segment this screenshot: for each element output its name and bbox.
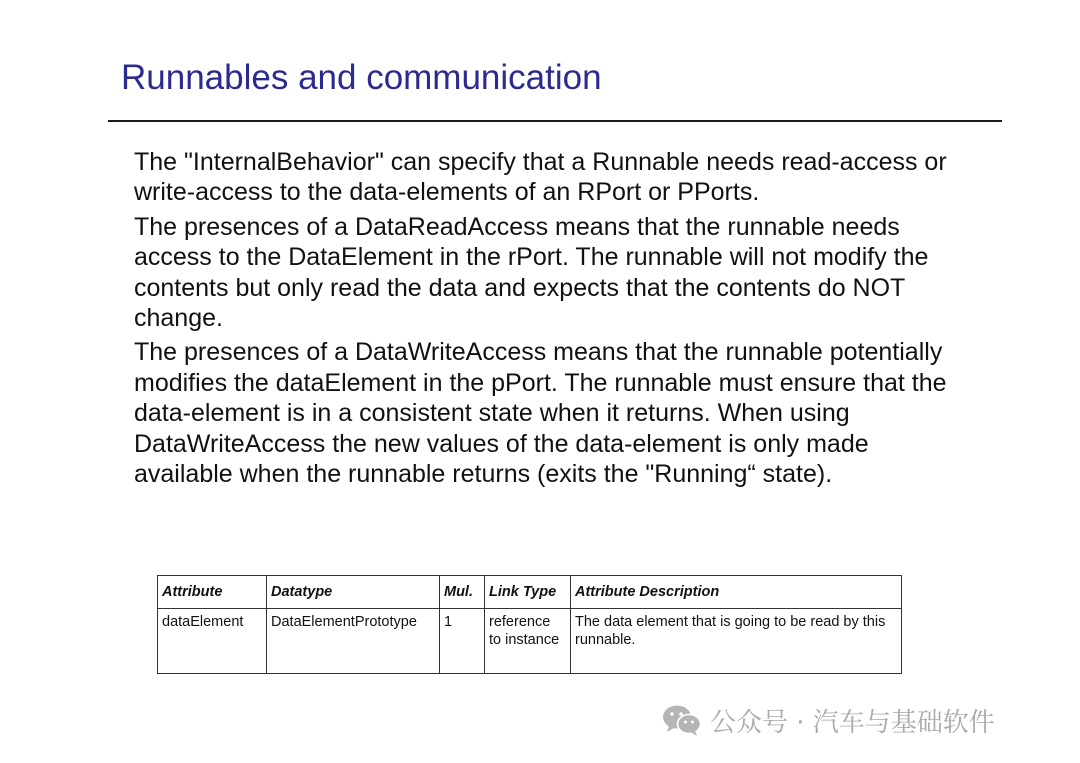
header-datatype: Datatype bbox=[267, 576, 440, 609]
header-attribute: Attribute bbox=[158, 576, 267, 609]
wechat-icon bbox=[662, 703, 702, 737]
header-link-type: Link Type bbox=[485, 576, 571, 609]
header-attribute-description: Attribute Description bbox=[571, 576, 902, 609]
cell-multiplicity: 1 bbox=[440, 609, 485, 674]
cell-attribute-description: The data element that is going to be read by this runnable. bbox=[571, 609, 902, 674]
table-header-row bbox=[158, 576, 902, 609]
paragraph-data-read-access: The presences of a DataReadAccess means that the runnable needs access to the DataElement in the rPort. The runnable will not modify the contents but only read the data and expects that the contents do NOT change. bbox=[134, 212, 929, 333]
paragraph-internal-behavior: The "InternalBehavior" can specify that a Runnable needs read-access or write-access to the data-elements of an RPort or PPorts. bbox=[134, 148, 947, 207]
paragraph-data-write-access: The presences of a DataWriteAccess means that the runnable potentially modifies the dataElement in the pPort. The runnable must ensure that the data-element is in a consistent state when it returns. When using DataWriteAccess the new values of the data-element is only made available when the runnable returns (exits the "Running“ state). bbox=[134, 338, 947, 489]
cell-datatype: DataElementPrototype bbox=[267, 609, 440, 674]
slide-body bbox=[134, 147, 964, 493]
cell-attribute: dataElement bbox=[158, 609, 267, 674]
slide-title: Runnables and communication bbox=[121, 58, 602, 97]
watermark bbox=[662, 700, 995, 740]
title-divider bbox=[108, 120, 1002, 122]
cell-link-type: reference to instance bbox=[485, 609, 571, 674]
table-row bbox=[158, 609, 902, 674]
header-multiplicity: Mul. bbox=[440, 576, 485, 609]
attribute-table bbox=[157, 575, 902, 674]
watermark-text: 公众号 · 汽车与基础软件 bbox=[710, 707, 995, 738]
